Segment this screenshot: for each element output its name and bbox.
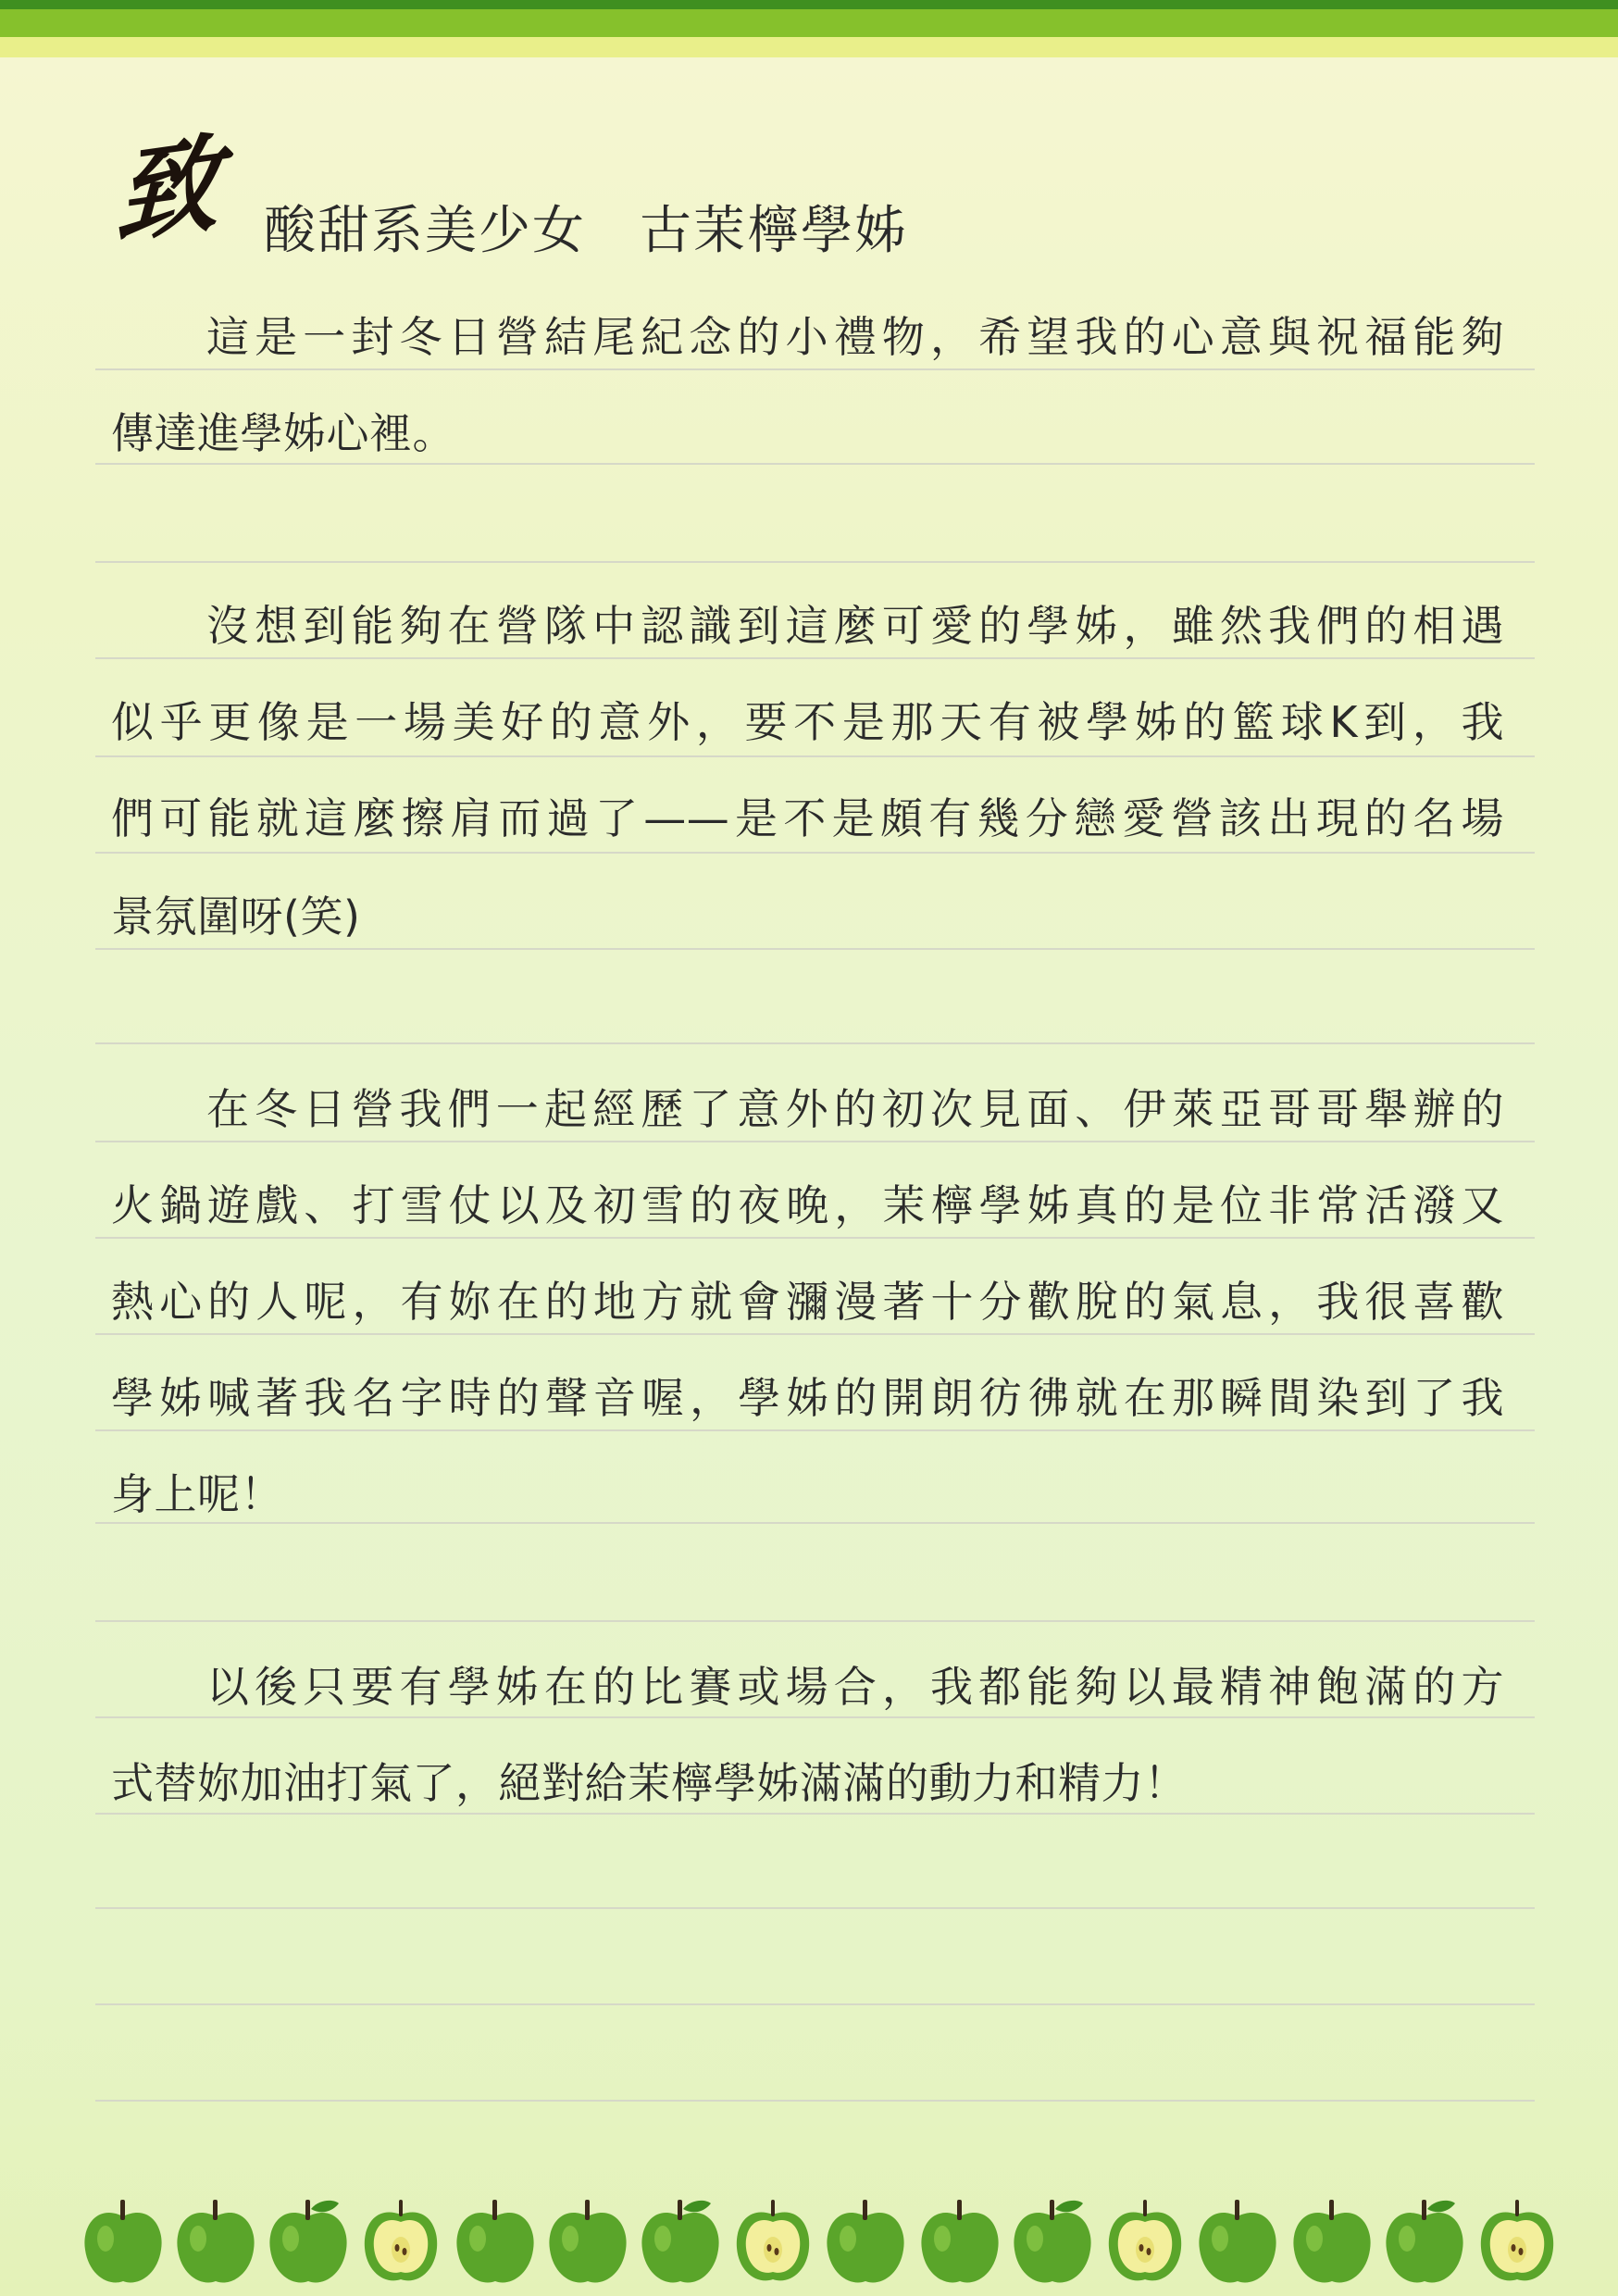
- top-band-green: [0, 9, 1618, 37]
- letter-line: 似乎更像是一場美好的意外，要不是那天有被學姊的籃球K到，我: [111, 697, 1504, 747]
- recipient-title: 酸甜系美少女 古茉檸學姊: [264, 201, 908, 261]
- ruled-line: [95, 1333, 1535, 1335]
- top-color-band: [0, 0, 1618, 57]
- green-apple-icon: [822, 2194, 909, 2287]
- green-apple-icon: [1194, 2194, 1281, 2287]
- letter-line: 景氛圍呀(笑): [111, 892, 361, 942]
- ruled-line: [95, 1907, 1535, 1909]
- letter-line: 們可能就這麼擦肩而過了——是不是頗有幾分戀愛營該出現的名場: [111, 793, 1504, 843]
- ruled-line: [95, 368, 1535, 370]
- green-apple-icon: [80, 2194, 167, 2287]
- calligraphy-zhi: 致: [114, 121, 221, 259]
- ruled-line: [95, 1141, 1535, 1142]
- letter-line: 傳達進學姊心裡。: [111, 408, 455, 458]
- ruled-line: [95, 1522, 1535, 1524]
- ruled-line: [95, 1716, 1535, 1718]
- letter-heading: [114, 121, 1504, 261]
- ruled-line: [95, 755, 1535, 757]
- letter-line: 式替妳加油打氣了，絕對給茉檸學姊滿滿的動力和精力！: [111, 1758, 1188, 1808]
- green-apple-icon: [1009, 2194, 1096, 2287]
- ruled-line: [95, 1042, 1535, 1044]
- green-apple-icon: [265, 2194, 352, 2287]
- ruled-line: [95, 561, 1535, 563]
- apple-half-icon: [357, 2194, 444, 2287]
- ruled-line: [95, 2100, 1535, 2102]
- green-apple-icon: [172, 2194, 259, 2287]
- letter-line: 以後只要有學姊在的比賽或場合，我都能夠以最精神飽滿的方: [206, 1662, 1504, 1712]
- ruled-line: [95, 1237, 1535, 1239]
- ruled-line: [95, 463, 1535, 465]
- letter-line: 身上呢！: [111, 1469, 283, 1519]
- green-apple-icon: [452, 2194, 539, 2287]
- ruled-line: [95, 948, 1535, 950]
- green-apple-icon: [544, 2194, 631, 2287]
- ruled-line: [95, 1620, 1535, 1622]
- ruled-line: [95, 852, 1535, 854]
- ruled-line: [95, 1813, 1535, 1815]
- top-band-light: [0, 37, 1618, 57]
- apple-half-icon: [729, 2194, 816, 2287]
- letter-line: 熱心的人呢，有妳在的地方就會瀰漫著十分歡脫的氣息，我很喜歡: [111, 1277, 1504, 1327]
- green-apple-icon: [1381, 2194, 1468, 2287]
- letter-line: 這是一封冬日營結尾紀念的小禮物，希望我的心意與祝福能夠: [206, 312, 1504, 362]
- letter-line: 學姊喊著我名字時的聲音喔，學姊的開朗彷彿就在那瞬間染到了我: [111, 1373, 1504, 1423]
- apple-border: [0, 2176, 1618, 2296]
- green-apple-icon: [916, 2194, 1003, 2287]
- apple-half-icon: [1101, 2194, 1189, 2287]
- ruled-line: [95, 1429, 1535, 1431]
- ruled-line: [95, 657, 1535, 659]
- letter-line: 在冬日營我們一起經歷了意外的初次見面、伊萊亞哥哥舉辦的: [206, 1084, 1504, 1134]
- letter-line: 火鍋遊戲、打雪仗以及初雪的夜晚，茉檸學姊真的是位非常活潑又: [111, 1180, 1504, 1230]
- ruled-line: [95, 2003, 1535, 2005]
- letter-line: 沒想到能夠在營隊中認識到這麼可愛的學姊，雖然我們的相遇: [206, 601, 1504, 651]
- green-apple-icon: [1288, 2194, 1375, 2287]
- green-apple-icon: [637, 2194, 724, 2287]
- apple-half-icon: [1474, 2194, 1561, 2287]
- top-band-dark: [0, 0, 1618, 9]
